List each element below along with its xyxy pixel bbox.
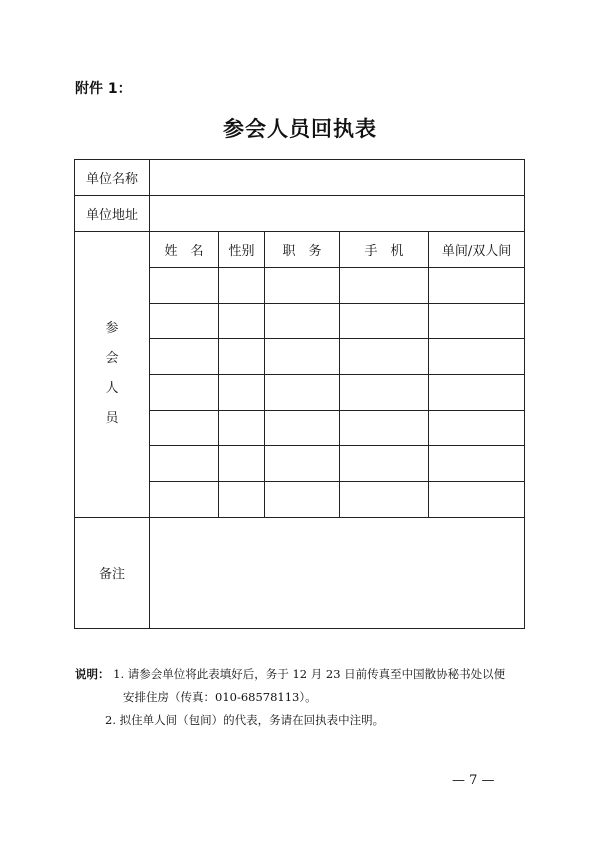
position-cell[interactable]: [265, 339, 340, 375]
position-cell[interactable]: [265, 268, 340, 304]
remarks-row: [75, 517, 525, 628]
unit-address-field[interactable]: [150, 196, 525, 232]
instruction-item-2: [75, 709, 535, 732]
attendees-label-char: 人: [105, 381, 119, 397]
instruction-number: 2.: [105, 713, 116, 727]
room-type-cell[interactable]: [429, 375, 525, 411]
mobile-cell[interactable]: [340, 482, 429, 518]
position-cell[interactable]: [265, 303, 340, 339]
name-cell[interactable]: [150, 446, 219, 482]
instructions: [75, 663, 535, 732]
instruction-text: 安排住房（传真：010-68578113）。: [123, 690, 317, 704]
gender-cell[interactable]: [219, 410, 265, 446]
attendees-label: [75, 232, 150, 518]
form-title: 参会人员回执表: [223, 116, 377, 141]
instruction-item-1: [75, 663, 535, 686]
mobile-cell[interactable]: [340, 410, 429, 446]
instruction-number: 1.: [113, 667, 125, 681]
gender-cell[interactable]: [219, 339, 265, 375]
room-type-cell[interactable]: [429, 482, 525, 518]
unit-name-label: 单位名称: [75, 160, 150, 196]
gender-cell[interactable]: [219, 303, 265, 339]
remarks-label: 备注: [75, 517, 150, 628]
name-cell[interactable]: [150, 482, 219, 518]
instruction-text: 拟住单人间（包间）的代表，务请在回执表中注明。: [119, 713, 385, 727]
room-type-cell[interactable]: [429, 446, 525, 482]
mobile-cell[interactable]: [340, 268, 429, 304]
unit-address-label: 单位地址: [75, 196, 150, 232]
attendees-label-char: 参: [105, 321, 119, 337]
gender-cell[interactable]: [219, 482, 265, 518]
attachment-label: 附件 1：: [75, 81, 132, 97]
unit-name-row: [75, 160, 525, 196]
name-cell[interactable]: [150, 268, 219, 304]
mobile-cell[interactable]: [340, 446, 429, 482]
unit-name-field[interactable]: [150, 160, 525, 196]
gender-cell[interactable]: [219, 446, 265, 482]
column-header-name: 姓 名: [150, 232, 219, 268]
instruction-item-1-continued: [75, 686, 535, 709]
name-cell[interactable]: [150, 303, 219, 339]
position-cell[interactable]: [265, 482, 340, 518]
column-header-gender: 性别: [219, 232, 265, 268]
page-number: — 7 —: [452, 773, 495, 788]
registration-form-table: [74, 159, 525, 629]
name-cell[interactable]: [150, 375, 219, 411]
unit-address-row: [75, 196, 525, 232]
attendees-label-char: 员: [105, 411, 119, 427]
column-header-mobile: 手 机: [340, 232, 429, 268]
remarks-field[interactable]: [150, 517, 525, 628]
name-cell[interactable]: [150, 339, 219, 375]
mobile-cell[interactable]: [340, 375, 429, 411]
room-type-cell[interactable]: [429, 410, 525, 446]
position-cell[interactable]: [265, 410, 340, 446]
mobile-cell[interactable]: [340, 303, 429, 339]
gender-cell[interactable]: [219, 268, 265, 304]
attendee-header-row: [75, 232, 525, 268]
column-header-room-type: 单间/双人间: [429, 232, 525, 268]
position-cell[interactable]: [265, 375, 340, 411]
room-type-cell[interactable]: [429, 268, 525, 304]
room-type-cell[interactable]: [429, 303, 525, 339]
column-header-position: 职 务: [265, 232, 340, 268]
position-cell[interactable]: [265, 446, 340, 482]
name-cell[interactable]: [150, 410, 219, 446]
instruction-text: 请参会单位将此表填好后，务于 12 月 23 日前传真至中国散协秘书处以便: [127, 667, 506, 681]
gender-cell[interactable]: [219, 375, 265, 411]
attendees-label-char: 会: [105, 351, 119, 367]
instructions-label: 说明：: [75, 667, 110, 681]
room-type-cell[interactable]: [429, 339, 525, 375]
mobile-cell[interactable]: [340, 339, 429, 375]
